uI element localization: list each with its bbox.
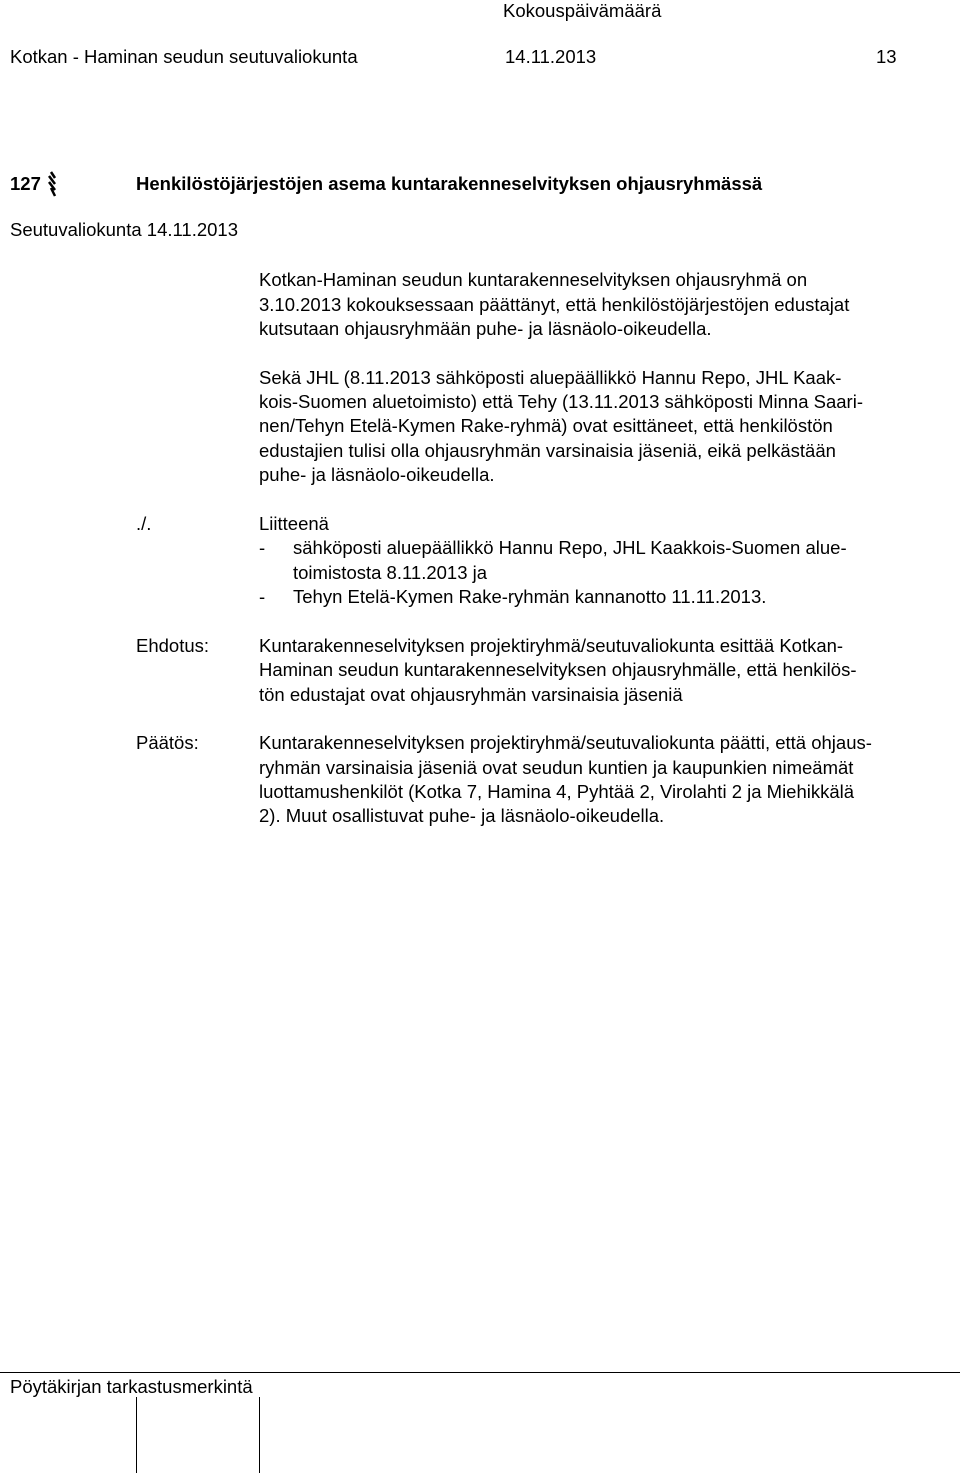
section-sign-icon	[48, 170, 66, 203]
text-line: kutsutaan ohjausryhmään puhe- ja läsnäolo-oikeudella.	[259, 318, 712, 339]
text-line: Sekä JHL (8.11.2013 sähköposti aluepäällikkö Hannu Repo, JHL Kaak-	[259, 367, 842, 388]
signature-box-divider	[259, 1397, 260, 1473]
footer-divider	[0, 1372, 960, 1373]
text-line: kois-Suomen aluetoimisto) että Tehy (13.11.2013 sähköposti Minna Saari-	[259, 391, 863, 412]
text-line: 3.10.2013 kokouksessaan päättänyt, että henkilöstöjärjestöjen edustajat	[259, 294, 850, 315]
attachment-marker: ./.	[136, 513, 152, 534]
text-line: Kotkan-Haminan seudun kuntarakenneselvityksen ohjausryhmä on	[259, 269, 808, 290]
meeting-date: 14.11.2013	[505, 46, 597, 67]
text-line: 2). Muut osallistuvat puhe- ja läsnäolo-oikeudella.	[259, 805, 665, 826]
attachment-item-1-cont: toimistosta 8.11.2013 ja	[293, 562, 488, 583]
text-line: Haminan seudun kuntarakenneselvityksen ohjausryhmälle, että henkilös-	[259, 659, 857, 680]
text-line: Kuntarakenneselvityksen projektiryhmä/seutuvaliokunta esittää Kotkan-	[259, 635, 844, 656]
page-number: 13	[876, 46, 897, 67]
proposal-label: Ehdotus:	[136, 635, 210, 656]
section-number: 127	[10, 173, 41, 194]
attachments-heading: Liitteenä	[259, 513, 329, 534]
attachment-item-1: sähköposti aluepäällikkö Hannu Repo, JHL Kaakkois-Suomen alue-	[293, 537, 847, 558]
text-line: nen/Tehyn Etelä-Kymen Rake-ryhmä) ovat esittäneet, että henkilöstön	[259, 415, 833, 436]
attachment-item-2: Tehyn Etelä-Kymen Rake-ryhmän kannanotto 11.11.2013.	[293, 586, 767, 607]
list-bullet: -	[259, 586, 266, 607]
section-subtitle: Seutuvaliokunta 14.11.2013	[10, 219, 239, 240]
meeting-date-label: Kokouspäivämäärä	[503, 0, 662, 21]
text-line: edustajien tulisi olla ohjausryhmän varsinaisia jäseniä, eikä pelkästään	[259, 440, 836, 461]
text-line: luottamushenkilöt (Kotka 7, Hamina 4, Pyhtää 2, Virolahti 2 ja Miehikkälä	[259, 781, 855, 802]
signature-box-divider	[136, 1397, 137, 1473]
text-line: Kuntarakenneselvityksen projektiryhmä/seutuvaliokunta päätti, että ohjaus-	[259, 732, 872, 753]
text-line: tön edustajat ovat ohjausryhmän varsinaisia jäseniä	[259, 684, 683, 705]
organization-name: Kotkan - Haminan seudun seutuvaliokunta	[10, 46, 358, 67]
section-title: Henkilöstöjärjestöjen asema kuntarakenneselvityksen ohjausryhmässä	[136, 173, 763, 194]
footer-label: Pöytäkirjan tarkastusmerkintä	[10, 1376, 253, 1397]
decision-label: Päätös:	[136, 732, 199, 753]
list-bullet: -	[259, 537, 266, 558]
text-line: puhe- ja läsnäolo-oikeudella.	[259, 464, 495, 485]
text-line: ryhmän varsinaisia jäseniä ovat seudun kuntien ja kaupunkien nimeämät	[259, 757, 854, 778]
